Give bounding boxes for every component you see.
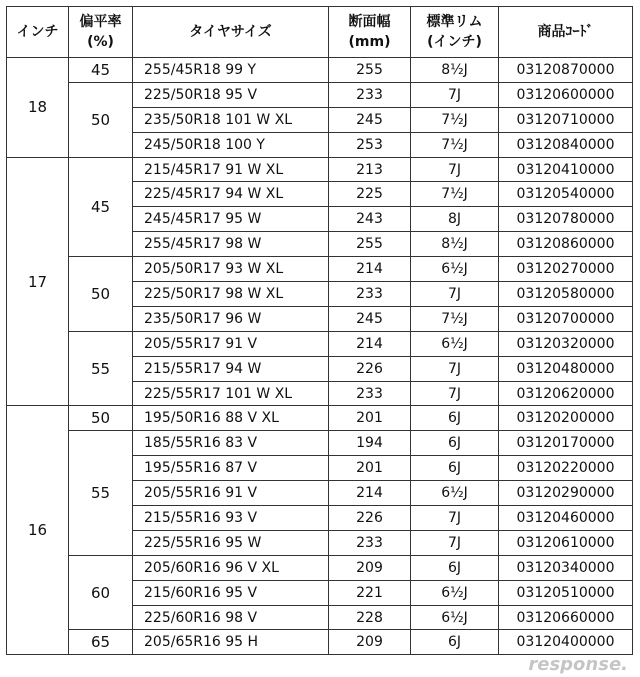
table-row — [7, 431, 633, 456]
table-row — [7, 58, 633, 83]
cell-standard-rim: 8J — [411, 207, 499, 232]
cell-section-width: 214 — [329, 481, 411, 506]
cell-tire-size: 215/45R17 91 W XL — [133, 157, 329, 182]
header-product-code: 商品ｺｰﾄﾞ — [499, 7, 633, 58]
cell-section-width: 201 — [329, 456, 411, 481]
cell-section-width: 255 — [329, 232, 411, 257]
cell-section-width: 243 — [329, 207, 411, 232]
cell-product-code: 03120270000 — [499, 257, 633, 282]
cell-inch: 16 — [7, 406, 69, 655]
cell-section-width: 221 — [329, 580, 411, 605]
cell-section-width: 213 — [329, 157, 411, 182]
header-row — [7, 7, 633, 58]
cell-tire-size: 205/65R16 95 H — [133, 630, 329, 655]
cell-standard-rim: 6J — [411, 431, 499, 456]
cell-tire-size: 225/50R18 95 V — [133, 82, 329, 107]
watermark-logo: response. — [528, 654, 628, 675]
cell-standard-rim: 7J — [411, 282, 499, 307]
cell-standard-rim: 7J — [411, 356, 499, 381]
cell-product-code: 03120580000 — [499, 282, 633, 307]
table-row — [7, 331, 633, 356]
cell-tire-size: 205/55R17 91 V — [133, 331, 329, 356]
tire-size-table — [6, 6, 633, 655]
cell-product-code: 03120480000 — [499, 356, 633, 381]
cell-product-code: 03120200000 — [499, 406, 633, 431]
cell-section-width: 194 — [329, 431, 411, 456]
header-tire-size: タイヤサイズ — [133, 7, 329, 58]
cell-section-width: 214 — [329, 331, 411, 356]
cell-standard-rim: 6½J — [411, 580, 499, 605]
cell-section-width: 225 — [329, 182, 411, 207]
cell-section-width: 209 — [329, 555, 411, 580]
cell-section-width: 233 — [329, 530, 411, 555]
cell-section-width: 226 — [329, 506, 411, 531]
cell-product-code: 03120600000 — [499, 82, 633, 107]
cell-inch: 17 — [7, 157, 69, 406]
cell-standard-rim: 6½J — [411, 331, 499, 356]
cell-product-code: 03120460000 — [499, 506, 633, 531]
cell-standard-rim: 6½J — [411, 481, 499, 506]
cell-tire-size: 215/55R16 93 V — [133, 506, 329, 531]
cell-inch: 18 — [7, 58, 69, 158]
cell-aspect-ratio: 45 — [69, 58, 133, 83]
cell-product-code: 03120840000 — [499, 132, 633, 157]
cell-product-code: 03120660000 — [499, 605, 633, 630]
cell-standard-rim: 7J — [411, 157, 499, 182]
header-standard-rim: 標準リム (インチ) — [411, 7, 499, 58]
cell-section-width: 233 — [329, 82, 411, 107]
cell-product-code: 03120290000 — [499, 481, 633, 506]
cell-section-width: 228 — [329, 605, 411, 630]
cell-standard-rim: 7½J — [411, 182, 499, 207]
cell-standard-rim: 7J — [411, 530, 499, 555]
cell-product-code: 03120340000 — [499, 555, 633, 580]
cell-product-code: 03120710000 — [499, 107, 633, 132]
table-body — [7, 58, 633, 655]
table-row — [7, 257, 633, 282]
cell-standard-rim: 7½J — [411, 107, 499, 132]
cell-tire-size: 225/45R17 94 W XL — [133, 182, 329, 207]
cell-standard-rim: 7J — [411, 381, 499, 406]
cell-standard-rim: 6J — [411, 456, 499, 481]
cell-standard-rim: 7J — [411, 82, 499, 107]
cell-product-code: 03120700000 — [499, 306, 633, 331]
cell-aspect-ratio: 60 — [69, 555, 133, 630]
cell-standard-rim: 7J — [411, 506, 499, 531]
cell-tire-size: 245/50R18 100 Y — [133, 132, 329, 157]
cell-tire-size: 185/55R16 83 V — [133, 431, 329, 456]
cell-standard-rim: 6J — [411, 555, 499, 580]
cell-tire-size: 225/60R16 98 V — [133, 605, 329, 630]
cell-standard-rim: 6½J — [411, 605, 499, 630]
cell-product-code: 03120510000 — [499, 580, 633, 605]
cell-tire-size: 215/60R16 95 V — [133, 580, 329, 605]
cell-tire-size: 255/45R18 99 Y — [133, 58, 329, 83]
cell-section-width: 209 — [329, 630, 411, 655]
cell-aspect-ratio: 50 — [69, 406, 133, 431]
cell-product-code: 03120620000 — [499, 381, 633, 406]
cell-tire-size: 195/50R16 88 V XL — [133, 406, 329, 431]
cell-section-width: 253 — [329, 132, 411, 157]
cell-product-code: 03120320000 — [499, 331, 633, 356]
cell-section-width: 201 — [329, 406, 411, 431]
cell-tire-size: 205/50R17 93 W XL — [133, 257, 329, 282]
cell-product-code: 03120400000 — [499, 630, 633, 655]
header-section-width: 断面幅 (mm) — [329, 7, 411, 58]
cell-product-code: 03120540000 — [499, 182, 633, 207]
cell-tire-size: 235/50R18 101 W XL — [133, 107, 329, 132]
header-aspect-ratio: 偏平率 (%) — [69, 7, 133, 58]
cell-product-code: 03120410000 — [499, 157, 633, 182]
cell-tire-size: 225/50R17 98 W XL — [133, 282, 329, 307]
cell-tire-size: 255/45R17 98 W — [133, 232, 329, 257]
cell-section-width: 226 — [329, 356, 411, 381]
cell-product-code: 03120860000 — [499, 232, 633, 257]
cell-tire-size: 205/55R16 91 V — [133, 481, 329, 506]
cell-section-width: 245 — [329, 107, 411, 132]
cell-tire-size: 205/60R16 96 V XL — [133, 555, 329, 580]
cell-standard-rim: 7½J — [411, 306, 499, 331]
table-row — [7, 406, 633, 431]
cell-tire-size: 245/45R17 95 W — [133, 207, 329, 232]
cell-standard-rim: 8½J — [411, 58, 499, 83]
cell-section-width: 255 — [329, 58, 411, 83]
cell-aspect-ratio: 50 — [69, 257, 133, 332]
table-row — [7, 157, 633, 182]
cell-tire-size: 215/55R17 94 W — [133, 356, 329, 381]
cell-tire-size: 225/55R17 101 W XL — [133, 381, 329, 406]
cell-section-width: 245 — [329, 306, 411, 331]
cell-section-width: 214 — [329, 257, 411, 282]
cell-section-width: 233 — [329, 381, 411, 406]
cell-aspect-ratio: 55 — [69, 331, 133, 406]
header-inch: インチ — [7, 7, 69, 58]
cell-standard-rim: 8½J — [411, 232, 499, 257]
cell-tire-size: 235/50R17 96 W — [133, 306, 329, 331]
table-row — [7, 630, 633, 655]
cell-product-code: 03120220000 — [499, 456, 633, 481]
cell-standard-rim: 6J — [411, 630, 499, 655]
cell-product-code: 03120870000 — [499, 58, 633, 83]
cell-standard-rim: 6J — [411, 406, 499, 431]
cell-product-code: 03120170000 — [499, 431, 633, 456]
table-row — [7, 555, 633, 580]
cell-product-code: 03120780000 — [499, 207, 633, 232]
cell-standard-rim: 6½J — [411, 257, 499, 282]
cell-tire-size: 225/55R16 95 W — [133, 530, 329, 555]
cell-product-code: 03120610000 — [499, 530, 633, 555]
cell-aspect-ratio: 55 — [69, 431, 133, 555]
cell-section-width: 233 — [329, 282, 411, 307]
cell-standard-rim: 7½J — [411, 132, 499, 157]
cell-aspect-ratio: 45 — [69, 157, 133, 257]
cell-aspect-ratio: 50 — [69, 82, 133, 157]
table-row — [7, 82, 633, 107]
cell-tire-size: 195/55R16 87 V — [133, 456, 329, 481]
cell-aspect-ratio: 65 — [69, 630, 133, 655]
